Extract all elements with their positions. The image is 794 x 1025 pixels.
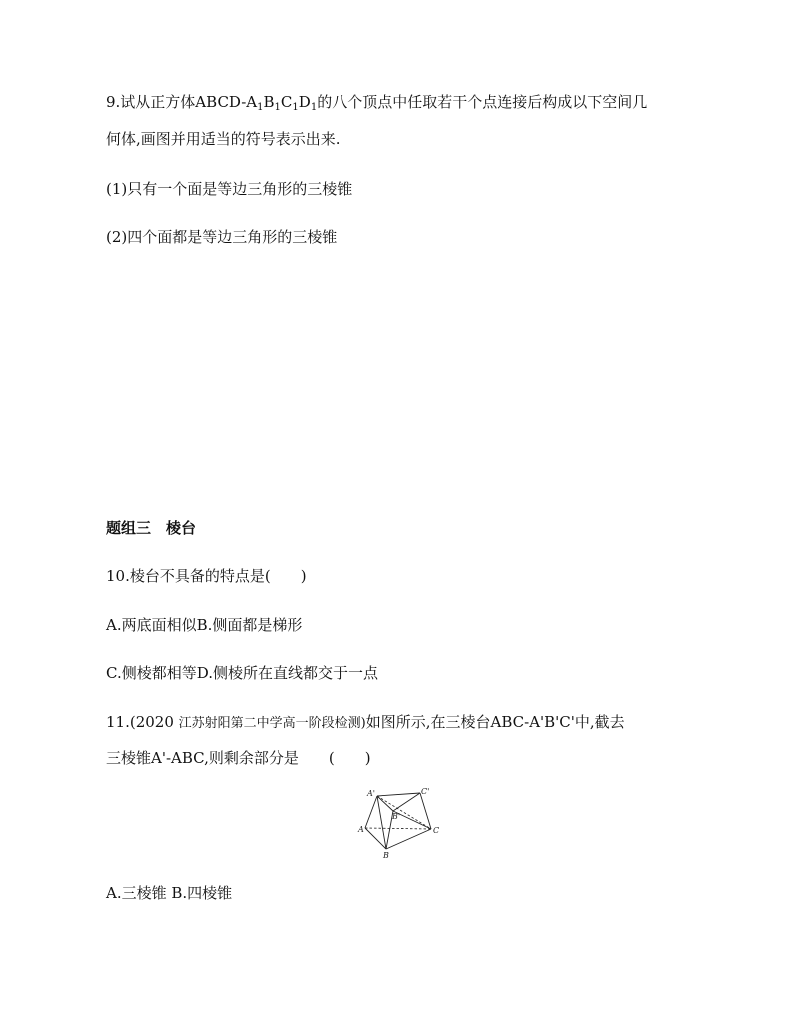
edge-a-top-c-hidden (377, 796, 431, 829)
label-c-top: C' (421, 787, 430, 796)
q9-d: D (298, 93, 311, 111)
q9-sub-c1: 1 (292, 102, 299, 113)
q11-number: 11.(2020 (106, 713, 174, 731)
q9-sub-b1: 1 (274, 102, 281, 113)
edge-a-c-hidden (365, 828, 431, 829)
question-10-options-cd: C.侧棱都相等D.侧棱所在直线都交于一点 (106, 664, 378, 682)
question-11-line-1 (106, 712, 625, 734)
q9-sub-d1: 1 (310, 102, 318, 113)
q9-sub-a1: 1 (257, 102, 264, 113)
edge-c-top-c (420, 793, 431, 829)
q9-prefix: 9.试从正方体ABCD-A (106, 93, 258, 111)
question-9-part-2: (2)四个面都是等边三角形的三棱锥 (106, 228, 338, 246)
label-c: C (433, 826, 440, 835)
label-b: B (383, 851, 389, 860)
question-10-stem: 10.棱台不具备的特点是( ) (106, 567, 307, 585)
question-9-line-2: 何体,画图并用适当的符号表示出来. (106, 130, 341, 148)
section-title: 题组三 棱台 (106, 519, 197, 537)
question-10-options-ab: A.两底面相似B.侧面都是梯形 (106, 616, 303, 634)
question-9-part-1: (1)只有一个面是等边三角形的三棱锥 (106, 180, 353, 198)
edge-b-c (386, 829, 431, 849)
question-11-options: A.三棱锥 B.四棱锥 (106, 884, 233, 902)
question-9-line-1 (106, 92, 647, 112)
q11-rest: 如图所示,在三棱台ABC-A'B'C'中,截去 (365, 713, 625, 731)
label-a-top: A' (367, 789, 375, 798)
q9-b: B (263, 93, 275, 111)
q9-c: C (280, 93, 293, 111)
question-11-line-2: 三棱锥A'-ABC,则剩余部分是 ( ) (106, 749, 371, 767)
frustum-figure (355, 786, 445, 862)
edge-a-top-c-top (377, 793, 420, 796)
q11-source: 江苏射阳第二中学高一阶段检测) (178, 716, 366, 731)
label-b-top: B' (392, 812, 401, 821)
edge-a-top-a (365, 796, 377, 828)
label-a: A (358, 825, 364, 834)
q9-suffix: 的八个顶点中任取若干个点连接后构成以下空间几 (317, 93, 648, 111)
